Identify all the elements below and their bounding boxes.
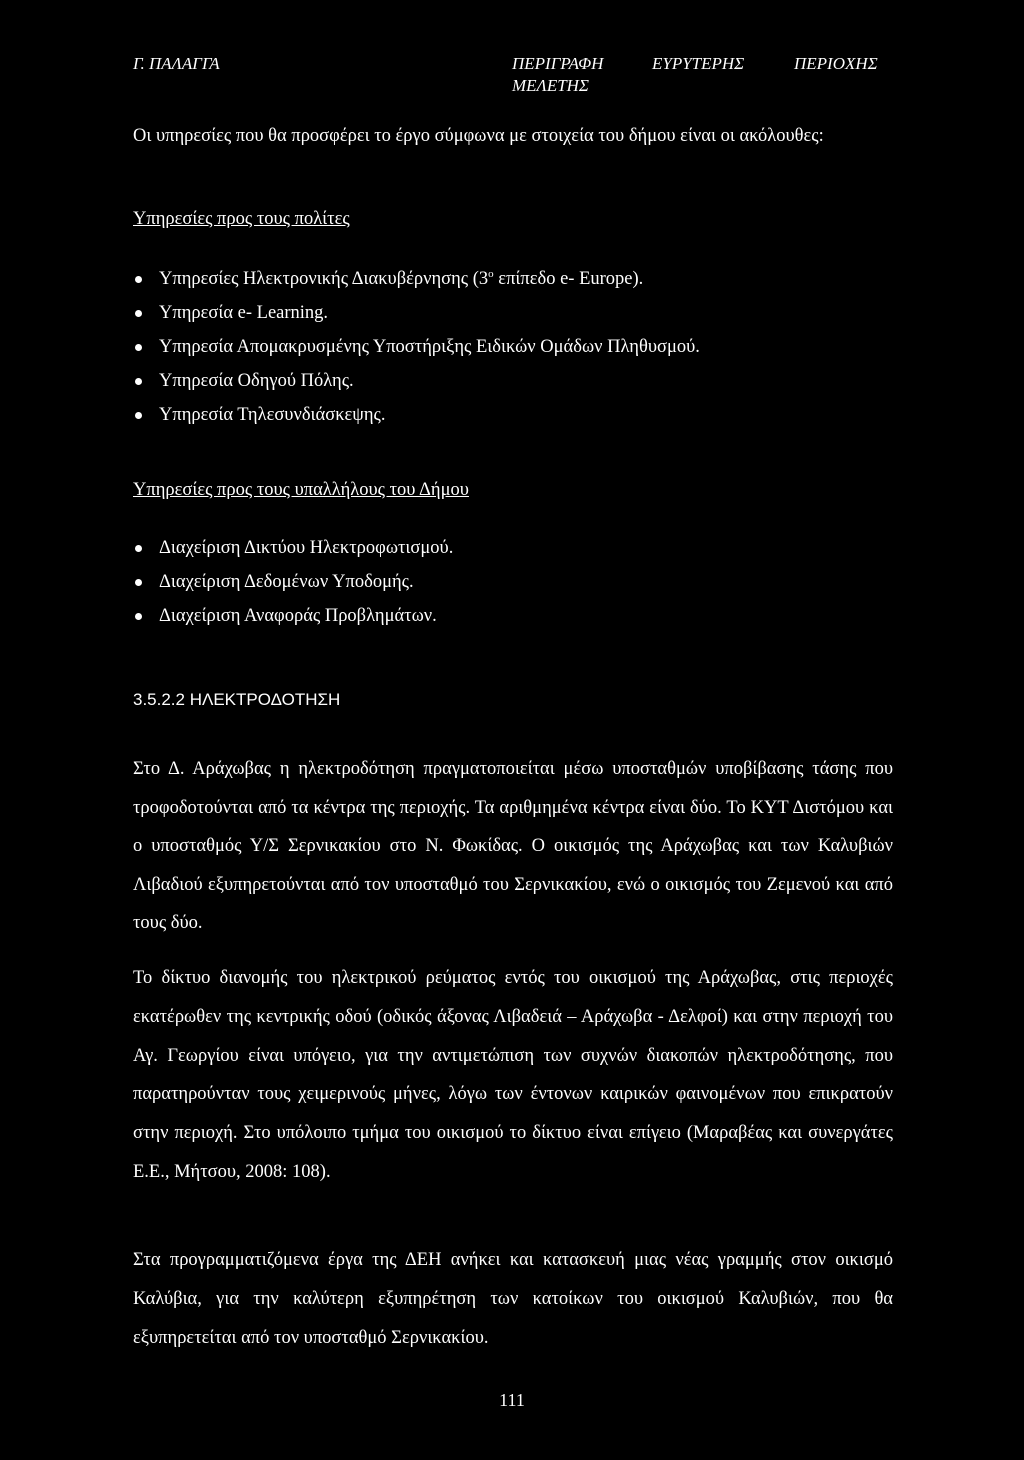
list-item: Υπηρεσίες Ηλεκτρονικής Διακυβέρνησης ($3^o$ επίπεδο e- Europe). xyxy=(133,262,893,296)
list-item: Διαχείριση Αναφοράς Προβλημάτων. xyxy=(133,599,893,633)
page-header xyxy=(133,54,893,94)
citizens-services-heading: Υπηρεσίες προς τους πολίτες xyxy=(133,209,350,229)
list-item: Υπηρεσία Τηλεσυνδιάσκεψης. xyxy=(133,398,893,432)
employee-services-list xyxy=(133,531,893,633)
header-title-word: ΜΕΛΕΤΗΣ xyxy=(512,76,590,95)
section-heading: 3.5.2.2 ΗΛΕΚΤΡΟΔΟΤΗΣΗ xyxy=(133,690,341,709)
header-title-word: ΕΥΡΥΤΕΡΗΣ xyxy=(652,54,745,73)
list-item: Διαχείριση Δικτύου Ηλεκτροφωτισμού. xyxy=(133,531,893,565)
body-paragraph: Το δίκτυο διανομής του ηλεκτρικού ρεύματος εντός του οικισμού της Αράχωβας, στις περιοχές εκατέρωθεν της κεντρικής οδού (οδικός άξονας Λιβαδειά – Αράχωβα - Δελφοί) και στην περιοχή του Αγ. Γεωργίου είναι υπόγειο, για την αντιμετώπιση των συχνών διακοπών ηλεκτροδότησης, που παρατηρούνταν τους χειμερινούς μήνες, λόγω των έντονων καιρικών φαινομένων που επικρατούν στην περιοχή. Στο υπόλοιπο τμήμα του οικισμού το δίκτυο είναι επίγειο (Μαραβέας και συνεργάτες Ε.Ε., Μήτσου, 2008: 108). xyxy=(133,968,893,1182)
citizens-services-list xyxy=(133,262,893,432)
body-paragraph: Στο Δ. Αράχωβας η ηλεκτροδότηση πραγματοποιείται μέσω υποσταθμών υποβίβασης τάσης που τροφοδοτούνται από τα κέντρα της περιοχής. Τα αριθμημένα κέντρα είναι δύο. Το ΚΥΤ Διστόμου και ο υποσταθμός Υ/Σ Σερνικακίου στο Ν. Φωκίδας. Ο οικισμός της Αράχωβας και των Καλυβιών Λιβαδιού εξυπηρετούνται από τον υποσταθμό του Σερνικακίου, ενώ ο οικισμός του Ζεμενού και από τους δύο. xyxy=(133,759,893,933)
list-item: Υπηρεσία Οδηγού Πόλης. xyxy=(133,364,893,398)
header-title-word: ΠΕΡΙΟΧΗΣ xyxy=(794,54,878,73)
list-item: Υπηρεσία e- Learning. xyxy=(133,296,893,330)
employee-services-heading: Υπηρεσίες προς τους υπαλλήλους του Δήμου xyxy=(133,480,469,500)
header-author: Γ. ΠΑΛΑΓΓΑ xyxy=(133,54,220,73)
page-number: 111 xyxy=(499,1390,525,1410)
intro-paragraph: Οι υπηρεσίες που θα προσφέρει το έργο σύμφωνα με στοιχεία του δήμου είναι οι ακόλουθες: xyxy=(133,126,824,146)
list-item: Διαχείριση Δεδομένων Υποδομής. xyxy=(133,565,893,599)
body-paragraph: Στα προγραμματιζόμενα έργα της ΔΕΗ ανήκει και κατασκευή μιας νέας γραμμής στον οικισμό Καλύβια, για την καλύτερη εξυπηρέτηση των κατοίκων του οικισμού Καλυβιών, που θα εξυπηρετείται από τον υποσταθμό Σερνικακίου. xyxy=(133,1250,893,1348)
header-title-word: ΠΕΡΙΓΡΑΦΗ xyxy=(512,54,604,73)
list-item: Υπηρεσία Απομακρυσμένης Υποστήριξης Ειδικών Ομάδων Πληθυσμού. xyxy=(133,330,893,364)
